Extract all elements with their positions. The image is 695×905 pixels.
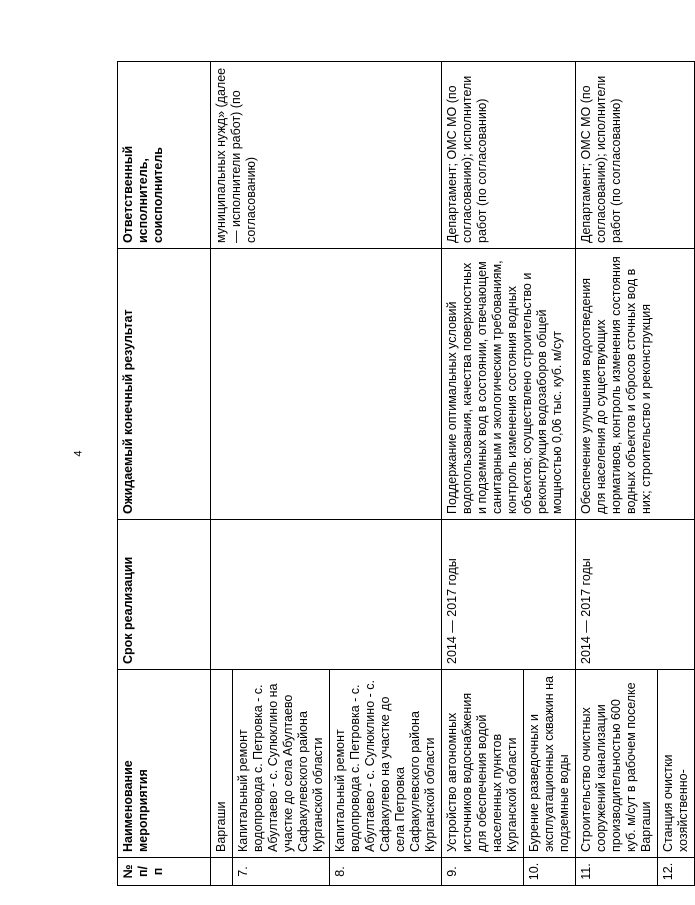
table-header-row — [118, 62, 211, 886]
header-result: Ожидаемый конечный результат — [118, 249, 211, 520]
table-row — [576, 62, 658, 886]
cell-responsible: Департамент; ОМС МО (по согласованию); исполнители работ (по согласованию) — [576, 62, 695, 249]
cell-responsible: муниципальных нужд» (далее — исполнители работ) (по согласованию) — [211, 62, 442, 249]
header-name: Наименование мероприятия — [118, 670, 211, 858]
header-responsible: Ответственный исполнитель, соисполнитель — [118, 62, 211, 249]
cell-result: Обеспечение улучшения водоотведения для населения до существующих нормативов, контроль изменения состояния водных объектов и сбросов сточных вод в них; строительство и реконструкция — [576, 249, 695, 520]
cell-num: 11. — [576, 858, 658, 886]
cell-num: 10. — [524, 858, 576, 886]
activities-table — [117, 61, 695, 886]
header-num: № п/п — [118, 858, 211, 886]
cell-term: 2014 — 2017 годы — [442, 520, 576, 670]
cell-num-empty — [211, 858, 233, 886]
cell-result: Поддержание оптимальных условий водопользования, качества поверхностных и подземных вод в состоянии, отвечающем санитарным и экологическим требованиям, контроль изменения состояния водных объектов; осуществлено строительство и реконструкция водозаборов общей мощностью 0,06 тыс. куб. м/сут — [442, 249, 576, 520]
cell-name: Строительство очистных сооружений канализации производительностью 600 куб. м/сут в рабочем поселке Варгаши — [576, 670, 658, 858]
cell-name: Станция очистки хозяйственно- — [658, 670, 695, 858]
page-number: 4 — [72, 450, 85, 457]
rotated-table-wrapper — [117, 62, 690, 886]
cell-name: Бурение разведочных и эксплуатационных скважин на подземные воды — [524, 670, 576, 858]
cell-name: Капитальный ремонт водопровода с. Петровка - с. Абултаево - с. Сулюклино - с. Сафакулево на участке до села Петровка Сафакулевского района Курганской области — [330, 670, 442, 858]
cell-num: 12. — [658, 858, 695, 886]
header-term: Срок реализации — [118, 520, 211, 670]
cell-name: Капитальный ремонт водопровода с. Петровка - с. Абултаево - с. Сулюклино на участке до села Абултаево Сафакулевского района Курганской области — [233, 670, 330, 858]
table-row — [211, 62, 233, 886]
table-row — [442, 62, 524, 886]
cell-num: 7. — [233, 858, 330, 886]
cell-result-empty — [211, 249, 442, 520]
cell-num: 8. — [330, 858, 442, 886]
cell-name: Варгаши — [211, 670, 233, 858]
cell-num: 9. — [442, 858, 524, 886]
cell-name: Устройство автономных источников водоснабжения для обеспечения водой населенных пунктов Курганской области — [442, 670, 524, 858]
cell-term-empty — [211, 520, 442, 670]
cell-term: 2014 — 2017 годы — [576, 520, 695, 670]
cell-responsible: Департамент; ОМС МО (по согласованию); исполнители работ (по согласованию) — [442, 62, 576, 249]
